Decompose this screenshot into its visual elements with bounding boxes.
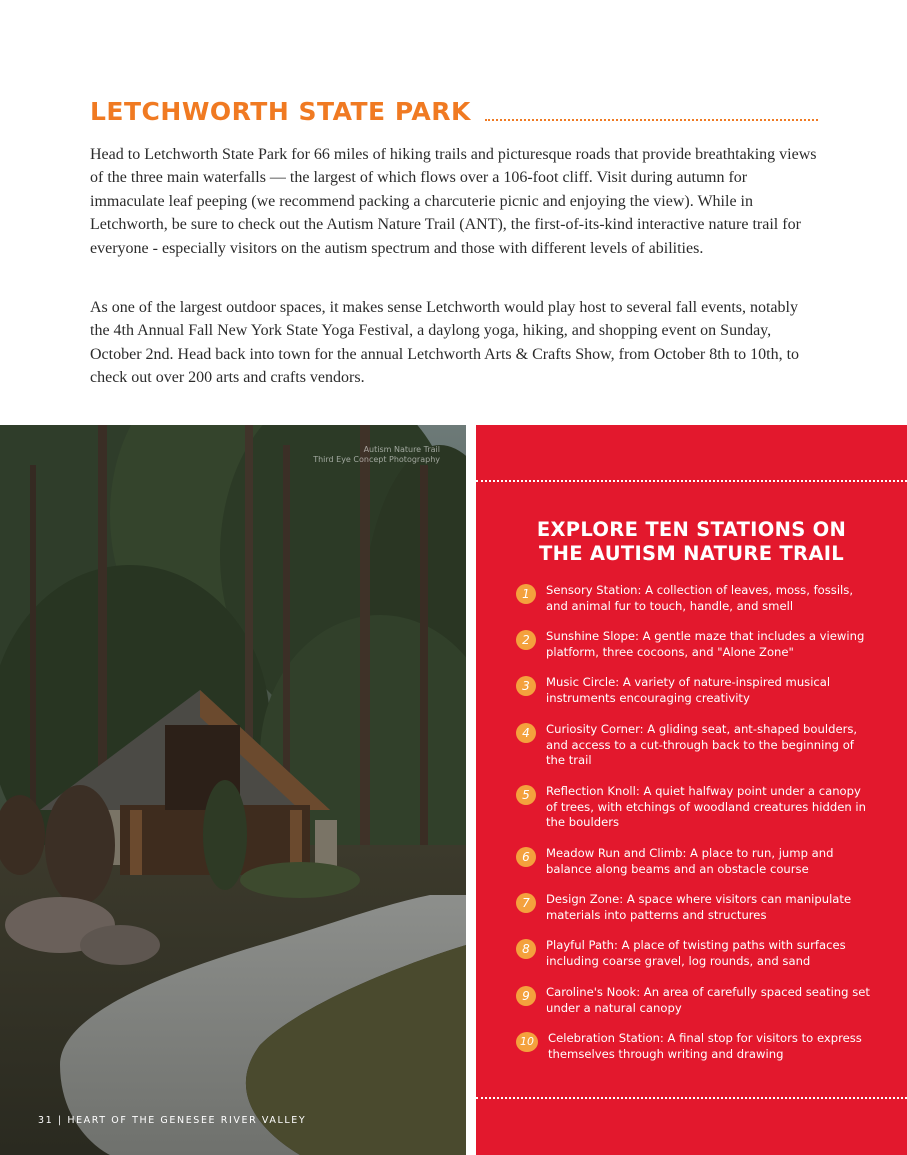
station-item	[516, 892, 871, 923]
station-text: Playful Path: A place of twisting paths with surfaces including coarse gravel, log rounds, and sand	[546, 938, 846, 968]
station-text: Reflection Knoll: A quiet halfway point under a canopy of trees, with etchings of woodland creatures hidden in the boulders	[546, 784, 866, 829]
page-footer: 31 | HEART OF THE GENESEE RIVER VALLEY	[38, 1115, 307, 1126]
station-number-badge: 10	[516, 1032, 538, 1052]
station-item	[516, 722, 871, 769]
station-text: Curiosity Corner: A gliding seat, ant-shaped boulders, and access to a cut-through back to the beginning of the trail	[546, 722, 858, 767]
panel-title	[496, 518, 887, 566]
station-item	[516, 784, 871, 831]
body-paragraph-2: As one of the largest outdoor spaces, it makes sense Letchworth would play host to several fall events, notably the 4th Annual Fall New York State Yoga Festival, a daylong yoga, hiking, and shopping event on Sunday, October 2nd. Head back into town for the annual Letchworth Arts & Crafts Show, from October 8th to 10th, to check out over 200 arts and crafts vendors.	[90, 299, 800, 387]
station-item	[516, 583, 871, 614]
trail-photo	[0, 425, 466, 1155]
panel-title-line-2: THE AUTISM NATURE TRAIL	[539, 542, 844, 565]
forest-pavilion-illustration	[0, 425, 466, 1155]
title-row	[90, 93, 818, 127]
station-number-badge: 4	[516, 723, 536, 743]
station-text: Caroline's Nook: An area of carefully spaced seating set under a natural canopy	[546, 985, 870, 1015]
station-number-badge: 7	[516, 893, 536, 913]
title-dotted-rule	[485, 119, 818, 121]
panel-bottom-dotted-rule	[476, 1097, 907, 1099]
station-item	[516, 1031, 871, 1062]
station-number-badge: 3	[516, 676, 536, 696]
photo-credit	[313, 445, 440, 465]
station-text: Celebration Station: A final stop for visitors to express themselves through writing and drawing	[548, 1031, 862, 1061]
photo-credit-line-1: Autism Nature Trail	[363, 445, 440, 454]
station-item	[516, 938, 871, 969]
station-item	[516, 629, 871, 660]
station-number-badge: 1	[516, 584, 536, 604]
station-number-badge: 9	[516, 986, 536, 1006]
panel-top-dotted-rule	[476, 480, 907, 482]
station-number-badge: 6	[516, 847, 536, 867]
station-text: Design Zone: A space where visitors can manipulate materials into patterns and structures	[546, 892, 852, 922]
panel-title-line-1: EXPLORE TEN STATIONS ON	[536, 518, 847, 541]
station-number-badge: 2	[516, 630, 536, 650]
station-item	[516, 846, 871, 877]
page-title: LETCHWORTH STATE PARK	[90, 97, 471, 126]
station-item	[516, 675, 871, 706]
station-text: Sunshine Slope: A gentle maze that includes a viewing platform, three cocoons, and "Alone Zone"	[546, 629, 865, 659]
station-item	[516, 985, 871, 1016]
body-paragraph-1: Head to Letchworth State Park for 66 miles of hiking trails and picturesque roads that provide breathtaking views of the three main waterfalls — the largest of which flows over a 106-foot cliff. Visit during autumn for immaculate leaf peeping (we recommend packing a charcuterie picnic and enjoying the view). While in Letchworth, be sure to check out the Autism Nature Trail (ANT), the first-of-its-kind interactive nature trail for everyone - especially visitors on the autism spectrum and those with different levels of abilities.	[90, 146, 817, 257]
station-number-badge: 8	[516, 939, 536, 959]
stations-panel	[476, 425, 907, 1155]
station-text: Meadow Run and Climb: A place to run, jump and balance along beams and an obstacle course	[546, 846, 834, 876]
station-text: Music Circle: A variety of nature-inspired musical instruments encouraging creativity	[546, 675, 831, 705]
station-number-badge: 5	[516, 785, 536, 805]
photo-credit-line-2: Third Eye Concept Photography	[313, 455, 440, 464]
station-text: Sensory Station: A collection of leaves, moss, fossils, and animal fur to touch, handle, and smell	[546, 583, 854, 613]
